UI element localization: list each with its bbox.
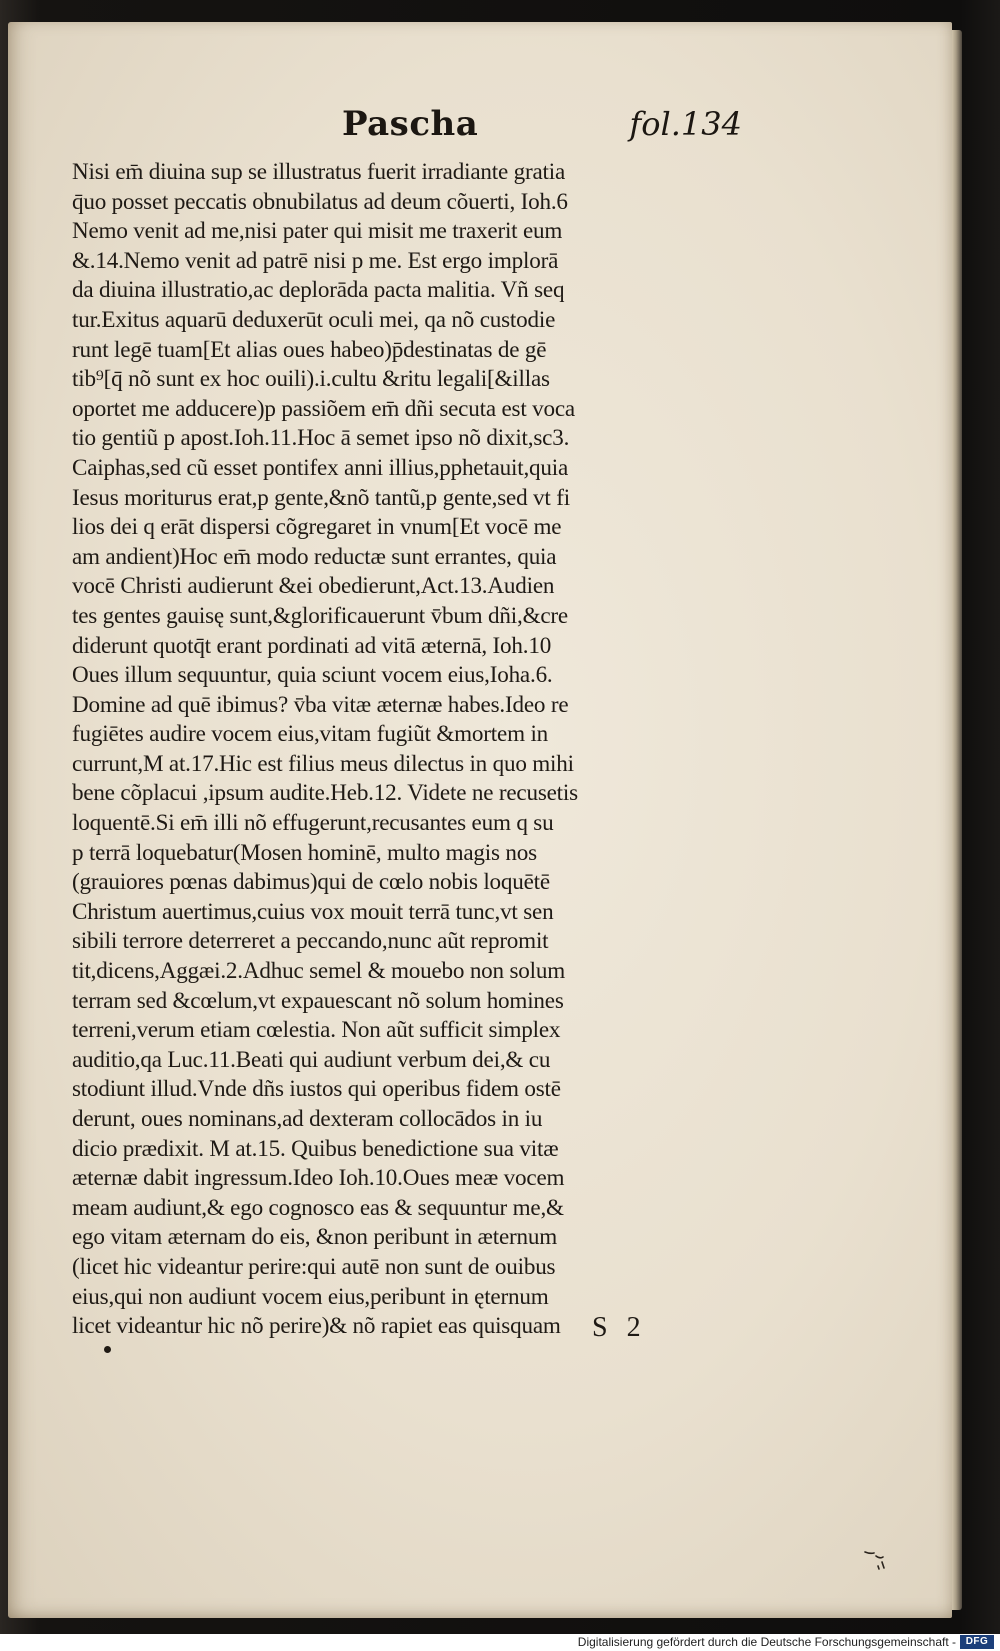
- text-line: vocē Christi audierunt &ei obedierunt,Act.13.Audien: [72, 573, 555, 600]
- running-title: Pascha: [342, 104, 479, 144]
- text-line: tes gentes gauisę sunt,&glorificauerunt v̄bum dñi,&cre: [72, 602, 568, 629]
- text-line: meam audiunt,& ego cognosco eas & sequuntur me,&: [72, 1194, 564, 1221]
- text-line: derunt, oues nominans,ad dexteram collocādos in iu: [72, 1106, 543, 1132]
- text-line: tit,dicens,Aggæi.2.Adhuc semel & mouebo non solum: [72, 958, 565, 985]
- footer-credit: Digitalisierung gefördert durch die Deutsche Forschungsgemeinschaft -: [577, 1635, 956, 1649]
- text-line: Caiphas,sed cũ esset pontifex anni illius,pphetauit,quia: [72, 454, 569, 481]
- text-line: Nemo venit ad me,nisi pater qui misit me traxerit eum: [72, 218, 563, 245]
- text-line: diderunt quotq̄t erant pordinati ad vitā æternā, Ioh.10: [72, 632, 552, 659]
- text-line: da diuina illustratio,ac deplorāda pacta malitia. Vñ seq: [72, 277, 565, 304]
- text-line: am andient)Hoc em̄ modo reductæ sunt errantes, quia: [72, 543, 557, 570]
- text-line: p terrā loquebatur(Mosen hominē, multo magis nos: [72, 839, 537, 866]
- signature-mark: S 2: [592, 1312, 647, 1343]
- text-line: eius,qui non audiunt vocem eius,peribunt in ęternum: [72, 1283, 549, 1310]
- text-line: loquentē.Si em̄ illi nõ effugerunt,recusantes eum q su: [72, 810, 554, 837]
- dfg-logo-icon: DFG: [960, 1635, 994, 1649]
- text-line: terram sed &cœlum,vt expauescant nõ solum homines: [72, 987, 564, 1014]
- text-line: &.14.Nemo venit ad patrē nisi p me. Est ergo implorā: [72, 247, 559, 274]
- text-line: terreni,verum etiam cœlestia. Non aũt sufficit simplex: [72, 1017, 561, 1044]
- text-line: currunt,M at.17.Hic est filius meus dilectus in quo mihi: [72, 750, 574, 777]
- text-line: bene cõplacui ,ipsum audite.Heb.12. Videte ne recusetis: [72, 780, 578, 807]
- text-line: Domine ad quē ibimus? v̄ba vitæ æternæ habes.Ideo re: [72, 691, 569, 718]
- text-line: tur.Exitus aquarū deduxerūt oculi mei, qa nõ custodie: [72, 306, 556, 333]
- text-line: fugiētes audire vocem eius,vitam fugiũt &mortem in: [72, 721, 549, 748]
- text-line: æternæ dabit ingressum.Ideo Ioh.10.Oues meæ vocem: [72, 1165, 565, 1192]
- text-line: (grauiores pœnas dabimus)qui de cœlo nobis loquētē: [72, 869, 550, 896]
- text-line: licet videantur hic nõ perire)& nõ rapiet eas quisquam: [72, 1313, 561, 1340]
- ink-dot: [104, 1346, 111, 1353]
- corner-mark-icon: [862, 1546, 888, 1572]
- body-text: [72, 158, 738, 1342]
- text-line: auditio,qa Luc.11.Beati qui audiunt verbum dei,& cu: [72, 1046, 551, 1073]
- text-line: tio gentiũ p apost.Ioh.11.Hoc ā semet ipso nõ dixit,sc3.: [72, 425, 570, 452]
- text-line: sibili terrore deterreret a peccando,nunc aũt repromit: [72, 928, 549, 955]
- text-line: oportet me adducere)p passiõem em̄ dñi secuta est voca: [72, 395, 575, 422]
- text-line: Iesus moriturus erat,p gente,&nõ tantũ,p gente,sed vt fi: [72, 484, 570, 511]
- text-line: dicio prædixit. M at.15. Quibus benedictione sua vitæ: [72, 1135, 559, 1162]
- text-line: runt legē tuam[Et alias oues habeo)p̄destinatas de gē: [72, 336, 547, 363]
- text-line: ego vitam æternam do eis, &non peribunt in æternum: [72, 1224, 558, 1251]
- text-line: Nisi em̄ diuina sup se illustratus fuerit irradiante gratia: [72, 159, 566, 185]
- text-line: tib⁹[q̄ nõ sunt ex hoc ouili).i.cultu &ritu legali[&illas: [72, 366, 550, 393]
- text-line: Oues illum sequuntur, quia sciunt vocem eius,Ioha.6.: [72, 662, 553, 689]
- text-line: q̄uo posset peccatis obnubilatus ad deum cõuerti, Ioh.6: [72, 188, 568, 215]
- text-line: (licet hic videantur perire:qui autē non sunt de ouibus: [72, 1253, 556, 1280]
- text-line: Christum auertimus,cuius vox mouit terrā tunc,vt sen: [72, 898, 554, 925]
- folio-number: fol.134: [629, 105, 742, 143]
- page-edge: [952, 30, 962, 1610]
- text-line: stodiunt illud.Vnde dñs iustos qui operibus fidem ostē: [72, 1076, 561, 1103]
- page-header: [330, 102, 742, 150]
- text-line: lios dei q erāt dispersi cõgregaret in vnum[Et vocē me: [72, 514, 562, 541]
